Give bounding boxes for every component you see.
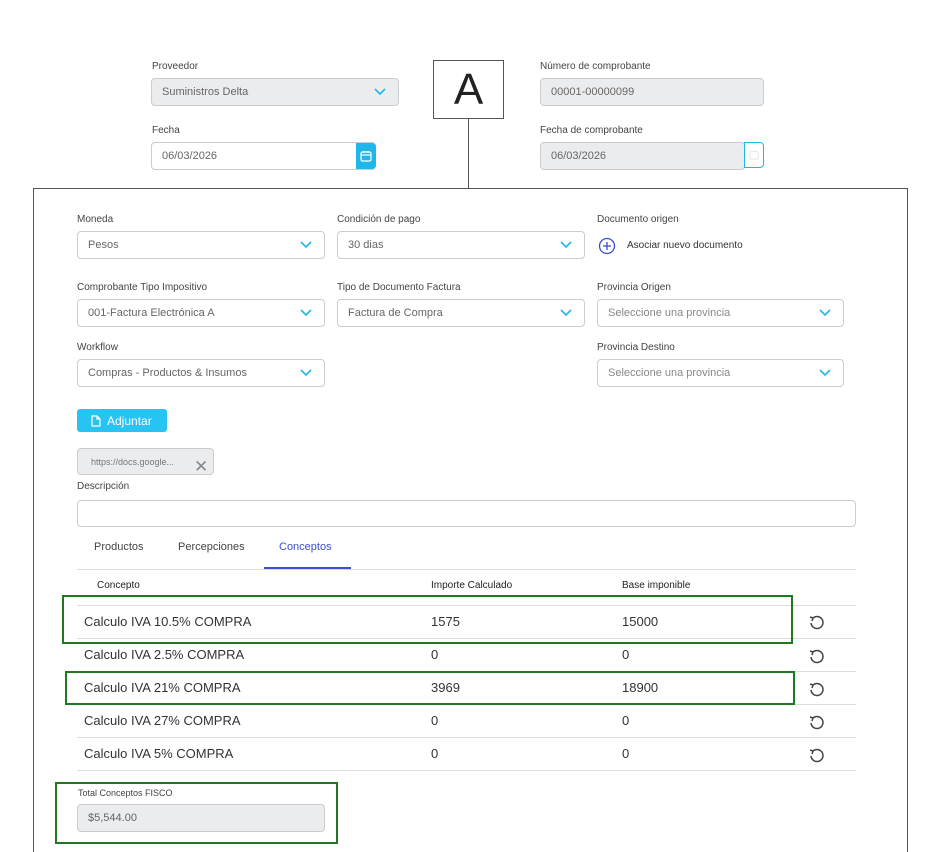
header-importe: Importe Calculado bbox=[431, 580, 513, 591]
provincia-destino-select[interactable] bbox=[597, 359, 844, 387]
calendar-icon bbox=[360, 150, 372, 162]
table-row-base: 15000 bbox=[622, 614, 659, 629]
provincia-destino-placeholder: Seleccione una provincia bbox=[608, 367, 731, 379]
provincia-origen-placeholder: Seleccione una provincia bbox=[608, 307, 731, 319]
tab-productos[interactable]: Productos bbox=[94, 541, 144, 553]
condicion-pago-value: 30 dias bbox=[348, 239, 384, 251]
tab-conceptos[interactable]: Conceptos bbox=[279, 541, 332, 553]
documento-origen-label: Documento origen bbox=[597, 214, 679, 225]
table-row-importe: 1575 bbox=[431, 614, 460, 629]
table-row-base: 0 bbox=[622, 647, 630, 662]
fecha-comprobante-label: Fecha de comprobante bbox=[540, 125, 643, 136]
callout-box: A bbox=[433, 60, 504, 119]
table-row-concepto: Calculo IVA 21% COMPRA bbox=[84, 680, 241, 695]
tipo-documento-select[interactable] bbox=[337, 299, 585, 327]
chevron-down-icon bbox=[300, 240, 312, 250]
table-row-concepto: Calculo IVA 5% COMPRA bbox=[84, 746, 234, 761]
table-row-base: 0 bbox=[622, 713, 630, 728]
comprobante-tipo-value: 001-Factura Electrónica A bbox=[88, 307, 215, 319]
highlight-box bbox=[62, 595, 793, 644]
condicion-pago-select[interactable] bbox=[337, 231, 585, 259]
tab-percepciones[interactable]: Percepciones bbox=[178, 541, 245, 553]
chevron-down-icon bbox=[560, 308, 572, 318]
chevron-down-icon bbox=[819, 368, 831, 378]
undo-icon[interactable] bbox=[808, 681, 824, 697]
table-row-concepto: Calculo IVA 27% COMPRA bbox=[84, 713, 241, 728]
asociar-documento-link[interactable]: Asociar nuevo documento bbox=[627, 240, 743, 251]
highlight-box bbox=[55, 782, 338, 844]
workflow-value: Compras - Productos & Insumos bbox=[88, 367, 247, 379]
table-row-importe: 0 bbox=[431, 647, 439, 662]
row-divider bbox=[77, 770, 856, 771]
header-base: Base imponible bbox=[622, 580, 691, 591]
table-row-base: 18900 bbox=[622, 680, 659, 695]
total-label: Total Conceptos FISCO bbox=[78, 788, 173, 798]
add-circle-icon[interactable] bbox=[598, 237, 616, 255]
table-row-concepto: Calculo IVA 2.5% COMPRA bbox=[84, 647, 245, 662]
moneda-select[interactable] bbox=[77, 231, 325, 259]
callout-connector bbox=[468, 119, 469, 188]
header-concepto: Concepto bbox=[97, 580, 140, 591]
proveedor-label: Proveedor bbox=[152, 61, 199, 72]
chevron-down-icon bbox=[300, 308, 312, 318]
workflow-select[interactable] bbox=[77, 359, 325, 387]
proveedor-select[interactable] bbox=[151, 78, 399, 106]
numero-comprobante-field[interactable] bbox=[540, 78, 764, 106]
chevron-down-icon bbox=[819, 308, 831, 318]
document-icon bbox=[91, 415, 101, 427]
provincia-origen-select[interactable] bbox=[597, 299, 844, 327]
proveedor-value: Suministros Delta bbox=[162, 86, 249, 98]
undo-icon[interactable] bbox=[808, 614, 824, 630]
numero-comprobante-value: 00001-00000099 bbox=[551, 86, 635, 98]
condicion-pago-label: Condición de pago bbox=[337, 214, 421, 225]
comprobante-tipo-label: Comprobante Tipo Impositivo bbox=[77, 282, 208, 293]
fecha-label: Fecha bbox=[152, 125, 180, 136]
close-icon[interactable]: ✕ bbox=[194, 457, 209, 476]
adjuntar-button[interactable] bbox=[77, 409, 167, 432]
tabs-divider bbox=[77, 569, 856, 570]
table-row-base: 0 bbox=[622, 746, 630, 761]
undo-icon[interactable] bbox=[808, 648, 824, 664]
attachment-chip-label: https://docs.google... bbox=[91, 456, 175, 467]
provincia-destino-label: Provincia Destino bbox=[597, 342, 675, 353]
comprobante-tipo-select[interactable] bbox=[77, 299, 325, 327]
tipo-documento-value: Factura de Compra bbox=[348, 307, 443, 319]
table-row-concepto: Calculo IVA 10.5% COMPRA bbox=[84, 614, 252, 629]
calendar-icon bbox=[749, 150, 759, 160]
numero-comprobante-label: Número de comprobante bbox=[540, 61, 651, 72]
descripcion-label: Descripción bbox=[77, 481, 130, 492]
highlight-box bbox=[65, 671, 795, 705]
fecha-comprobante-input[interactable] bbox=[540, 142, 745, 170]
provincia-origen-label: Provincia Origen bbox=[597, 282, 671, 293]
undo-icon[interactable] bbox=[808, 747, 824, 763]
moneda-value: Pesos bbox=[88, 239, 119, 251]
chevron-down-icon bbox=[374, 87, 386, 97]
chevron-down-icon bbox=[560, 240, 572, 250]
row-divider bbox=[77, 737, 856, 738]
tipo-documento-label: Tipo de Documento Factura bbox=[337, 282, 461, 293]
fecha-comprobante-calendar-button[interactable] bbox=[744, 142, 764, 168]
total-value: $5,544.00 bbox=[88, 812, 137, 824]
chevron-down-icon bbox=[300, 368, 312, 378]
adjuntar-label: Adjuntar bbox=[107, 413, 152, 428]
table-row-importe: 0 bbox=[431, 746, 439, 761]
fecha-value: 06/03/2026 bbox=[162, 150, 218, 162]
table-row-importe: 0 bbox=[431, 713, 439, 728]
fecha-comprobante-value: 06/03/2026 bbox=[551, 150, 607, 162]
fecha-calendar-button[interactable] bbox=[356, 143, 376, 169]
fecha-input[interactable] bbox=[151, 142, 376, 170]
moneda-label: Moneda bbox=[77, 214, 114, 225]
table-row-importe: 3969 bbox=[431, 680, 460, 695]
descripcion-input[interactable] bbox=[77, 500, 856, 527]
workflow-label: Workflow bbox=[77, 342, 118, 353]
undo-icon[interactable] bbox=[808, 714, 824, 730]
